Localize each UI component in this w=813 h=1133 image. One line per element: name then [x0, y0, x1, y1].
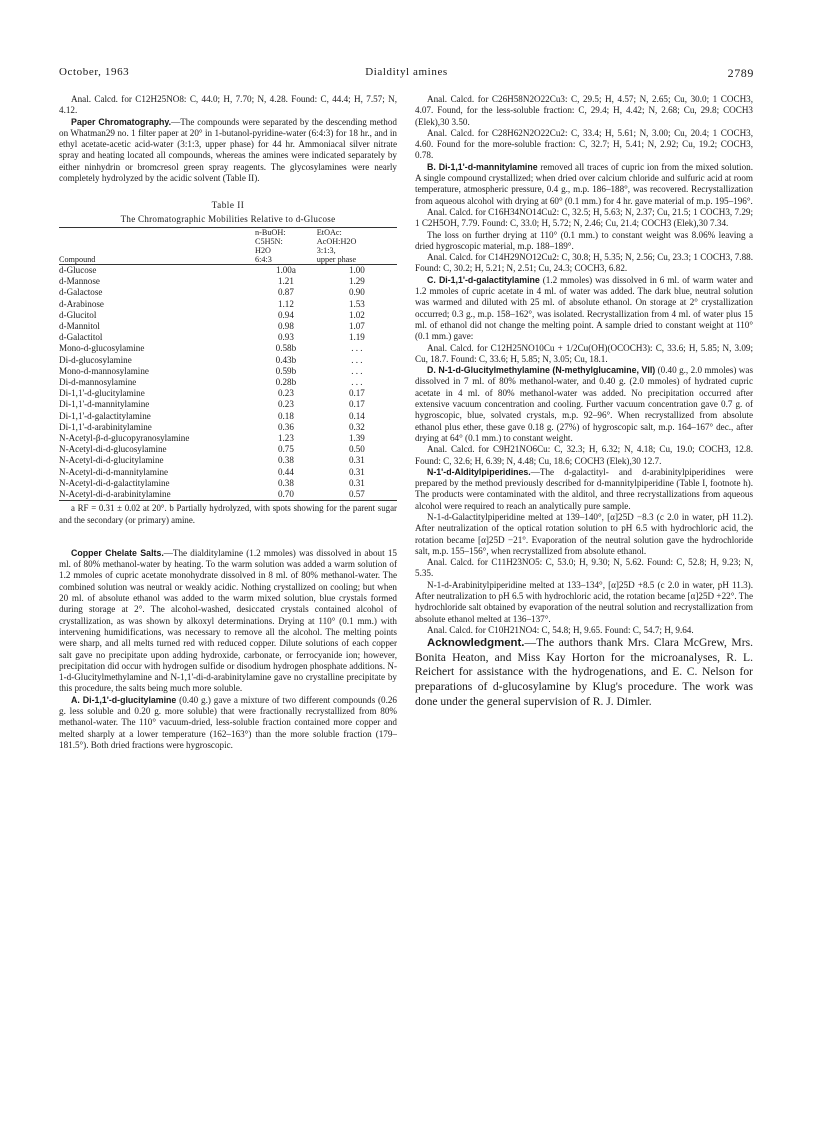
table-row	[59, 355, 397, 366]
analysis-paragraph: Anal. Calcd. for C11H23NO5: C, 53.0; H, 9.30; N, 5.62. Found: C, 52.8; H, 9.23; N, 5.35.	[415, 557, 753, 579]
compound-cell: Mono-d-glucosylamine	[59, 343, 145, 354]
butanol-rf-cell: 1.00a	[275, 264, 296, 275]
table-row	[59, 377, 397, 388]
acetate-rf-cell: 1.07	[348, 320, 365, 331]
acetate-rf-cell: 0.17	[348, 388, 365, 399]
section-heading: N-1'-d-Alditylpiperidines.	[427, 466, 531, 477]
paragraph-text: —The compounds were separated by the descending method on Whatman29 no. 1 filter paper at 20° in 1-butanol-pyridine-water (6:4:3) for 18 hr., and in ethyl acetate-acetic acid-water (3:1:3, upper phase) for 44 hr. Ammoniacal silver nitrate spray and heating located all compounds, whereas the amines were indicated separately by either ninhydrin or bromcresol green spray reagents. The glycosylamines were nearly completely hydrolyzed by the acidic solvent (Table II).	[59, 116, 397, 184]
table-row	[59, 332, 397, 343]
galactitylpiperidine-paragraph: N-1-d-Galactitylpiperidine melted at 139–140°, [α]25D −8.3 (c 2.0 in water, pH 11.2). After neutralization of the optical rotation solution to pH 6.5 with hydrochloric acid, the rotation became [α]25D −21°. Evaporation of the neutral solution gave the hydrochloride salt, m.p. 155–156°, when recrystallized from absolute ethanol.	[415, 511, 753, 556]
table-caption: Table II	[211, 200, 245, 211]
paragraph-text: removed all traces of cupric ion from the mixed solution. A single compound crystallized; when dried over calcium chloride and sulfuric acid at room temperature, atmospheric pressure, 0.4 g., m.p. 186–188°, was recovered. Recrystallization from aqueous alcohol with drying at 60° (0.1 mm.) for 4 hr. gave material of m.p. 195–196°.	[415, 161, 753, 206]
acetate-rf-cell: 0.14	[348, 410, 365, 421]
table-ii	[59, 200, 397, 525]
table-footnote: a RF = 0.31 ± 0.02 at 20°. b Partially hydrolyzed, with spots showing for the parent sugar and the secondary (or primary) amine.	[59, 503, 397, 525]
acetate-rf-cell: 0.50	[348, 444, 365, 455]
procedure-heading: B. Di-1,1'-d-mannitylamine	[427, 161, 538, 172]
compound-cell: d-Galactitol	[59, 332, 103, 343]
paragraph-text: (1.2 mmoles) was dissolved in 6 ml. of warm water and 1.2 mmoles of cupric acetate in 4 ml. of water was added. The dark blue, neutral solution was warmed and diluted with 25 ml. of absolute ethanol. On storage at 2° crystallization occurred; 0.3 g., m.p. 158–162°, was isolated. Recrystallization from 4 ml. of water plus 15 ml. of ethanol did not change the melting point. A sample dried to constant weight at 110° (0.1 mm.) gave:	[415, 274, 753, 342]
arabinitylpiperidine-paragraph: N-1-d-Arabinitylpiperidine melted at 133–134°, [α]25D +8.5 (c 2.0 in water, pH 11.3). After neutralization to pH 6.5 with hydrochloric acid, the rotation became [α]25D +22°. The hydrochloride salt obtained by evaporation of the neutral solution and recrystallization from absolute ethanol melted at 136–137°.	[415, 579, 753, 624]
butanol-rf-cell: 1.12	[277, 298, 294, 309]
butanol-rf-cell: 1.21	[277, 276, 294, 287]
butanol-rf-cell: 1.23	[277, 433, 294, 444]
acetate-rf-cell: 0.31	[348, 477, 365, 488]
paper-chromatography-paragraph	[59, 117, 397, 185]
col2-h2: 3:1:3,	[316, 245, 336, 255]
butanol-rf-cell: 0.59b	[275, 365, 297, 376]
compound-cell: N-Acetyl-di-d-glucitylamine	[59, 455, 164, 466]
compound-cell: Di-1,1'-d-galactitylamine	[59, 410, 151, 421]
paragraph-text: —The authors thank Mrs. Clara McGrew, Mrs. Bonita Heaton, and Miss Kay Horton for the microanalyses, R. L. Reichert for assistance with the hydrogenations, and E. C. Nelson for preparations of d-glucosylamine by Klug's procedure. The work was done under the general supervision of R. J. Dimler.	[415, 636, 753, 708]
col2-h1: AcOH:H2O	[316, 236, 357, 246]
compound-cell: d-Mannitol	[59, 320, 100, 331]
compound-cell: Di-1,1'-d-arabinitylamine	[59, 421, 152, 432]
compound-cell: N-Acetyl-di-d-glucosylamine	[59, 444, 167, 455]
col1-h2: H2O	[255, 245, 271, 255]
procedure-b-paragraph	[415, 162, 753, 207]
butanol-rf-cell: 0.70	[255, 489, 317, 501]
analysis-paragraph: Anal. Calcd. for C12H25NO10Cu + 1/2Cu(OH)(OCOCH3): C, 33.6; H, 5.85; N, 3.09; Cu, 18.7. Found: C, 33.6; H, 5.85; N, 3.05; Cu, 18.1.	[415, 342, 753, 364]
acetate-rf-cell: 0.31	[348, 455, 365, 466]
col1-h1: C5H5N:	[255, 236, 283, 246]
acetate-rf-cell: 0.31	[348, 466, 365, 477]
butanol-rf-cell: 0.18	[277, 410, 294, 421]
acetate-rf-cell: 1.53	[348, 298, 365, 309]
compound-cell: Di-d-mannosylamine	[59, 377, 137, 387]
table-row	[59, 489, 397, 501]
butanol-rf-cell: 0.36	[277, 421, 294, 432]
acetate-rf-cell: 0.32	[348, 421, 365, 432]
acetate-rf-cell: 1.39	[348, 433, 365, 444]
compound-cell: d-Galactose	[59, 287, 103, 298]
drying-paragraph: The loss on further drying at 110° (0.1 mm.) to constant weight was 8.06% leaving a dried hygroscopic material, m.p. 188–189°.	[415, 229, 753, 251]
col1-h0: n-BuOH:	[255, 227, 317, 237]
table-row	[59, 399, 397, 410]
acetate-rf-cell: 1.00	[348, 264, 365, 275]
compound-cell: N-Acetyl-di-d-galactitylamine	[59, 477, 170, 488]
acetate-rf-cell: 1.02	[348, 309, 365, 320]
page-number: 2789	[727, 66, 754, 80]
acetate-rf-cell: . . .	[351, 377, 363, 387]
table-row	[59, 411, 397, 422]
table-row	[59, 343, 397, 354]
paragraph-text: (0.40 g.) gave a mixture of two different compounds (0.26 g. less soluble and 0.20 g. more soluble) that were fractionally recrystallized from 80% methanol-water. The 110° vacuum-dried, less-soluble fraction contained more copper and melted sharply at a lower temperature (162–163°) than the more soluble fraction (179–181.5°). Both dried fractions were hygroscopic.	[59, 694, 397, 750]
compound-cell: d-Glucitol	[59, 309, 97, 320]
compound-cell: Di-d-glucosylamine	[59, 354, 132, 365]
acetate-rf-cell: . . .	[351, 343, 363, 354]
analysis-paragraph: Anal. Calcd. for C26H58N2O22Cu3: C, 29.5; H, 4.57; N, 2.65; Cu, 30.0; 1 COCH3, 4.07. Found, for the less-soluble fraction: C, 29.4; H, 4.42; N, 2.68; Cu, 29.8; COCH3 (Elek),30 3.50.	[415, 94, 753, 127]
acetate-rf-cell: . . .	[351, 354, 363, 365]
table-row	[59, 478, 397, 489]
mobility-table	[59, 227, 397, 501]
table-row	[59, 287, 397, 298]
procedure-heading: C. Di-1,1'-d-galactitylamine	[427, 274, 540, 285]
compound-cell: Mono-d-mannosylamine	[59, 365, 149, 376]
col2-h0: EtOAc:	[317, 227, 397, 237]
analysis-paragraph: Anal. Calcd. for C12H25NO8: C, 44.0; H, 7.70; N, 4.28. Found: C, 44.4; H, 7.57; N, 4.12.	[59, 94, 397, 116]
table-row	[59, 388, 397, 399]
header-date: October, 1963	[59, 66, 130, 78]
procedure-heading: D. N-1-d-Glucitylmethylamine (N-methylglucamine, VII)	[427, 365, 656, 376]
acetate-rf-cell: 1.29	[348, 276, 365, 287]
table-row	[59, 433, 397, 444]
butanol-rf-cell: 0.38	[277, 477, 294, 488]
butanol-rf-cell: 0.94	[277, 309, 294, 320]
compound-cell: Di-1,1'-d-glucitylamine	[59, 388, 145, 399]
procedure-heading: A. Di-1,1'-d-glucitylamine	[71, 694, 177, 705]
butanol-rf-cell: 0.23	[277, 399, 294, 410]
left-column	[59, 94, 397, 751]
compound-cell: d-Arabinose	[59, 298, 104, 309]
section-heading: Paper Chromatography.	[71, 116, 172, 127]
butanol-rf-cell: 0.98	[277, 320, 294, 331]
analysis-paragraph: Anal. Calcd. for C16H34NO14Cu2: C, 32.5; H, 5.63; N, 2.37; Cu, 21.5; 1 COCH3, 7.29; 1 C2H5OH, 7.79. Found: C, 33.0; H, 5.72; N, 2.46; Cu, 21.4; COCH3 (Elek),30 7.34.	[415, 206, 753, 229]
compound-cell: N-Acetyl-β-d-glucopyranosylamine	[59, 433, 190, 444]
butanol-rf-cell: 0.75	[277, 444, 294, 455]
butanol-rf-cell: 0.23	[277, 388, 294, 399]
col-compound-header: Compound	[59, 255, 255, 265]
acetate-rf-cell: 1.19	[348, 332, 365, 343]
piperidines-paragraph	[415, 467, 753, 512]
col2-h3: upper phase	[317, 255, 397, 265]
section-heading: Copper Chelate Salts.	[71, 547, 164, 558]
butanol-rf-cell: 0.43b	[275, 354, 297, 365]
paragraph-text: (0.40 g., 2.0 mmoles) was dissolved in 7 ml. of 80% methanol-water, and 0.40 g. (2.0 mmoles) of hydrated cupric acetate in 4 ml. of 80% methanol-water was added. No precipitation occurred after extensive vacuum concentration and cooling. Further vacuum concentration gave 0.7 g. of hygroscopic, blue, solvated crystals, m.p. 92–96°. When recrystallized from absolute ethanol plus ether, these gave 0.18 g. (27%) of hygroscopic salt, m.p. 164–167° dec., after drying at 64° (0.1 mm.) to constant weight.	[415, 365, 754, 443]
butanol-rf-cell: 0.87	[277, 287, 294, 298]
analysis-paragraph: Anal. Calcd. for C28H62N2O22Cu2: C, 33.4; H, 5.61; N, 3.00; Cu, 20.4; 1 COCH3, 4.60. Found for the more-soluble fraction: C, 32.7; H, 5.41; N, 2.92; Cu, 19.2; COCH3, 0.78.	[415, 127, 753, 161]
page-header	[59, 66, 754, 80]
procedure-d-paragraph	[415, 365, 753, 444]
table-row	[59, 467, 397, 478]
procedure-a-paragraph	[59, 695, 397, 751]
butanol-rf-cell: 0.38	[277, 455, 294, 466]
analysis-paragraph: Anal. Calcd. for C9H21NO6Cu: C, 32.3; H, 6.32; N, 4.18; Cu, 19.0; COCH3, 12.8. Found: C, 32.6; H, 6.39; N, 4.48; Cu, 18.6; COCH3 (Elek),30 12.7.	[415, 444, 753, 466]
compound-cell: N-Acetyl-di-d-mannitylamine	[59, 466, 169, 477]
paragraph-text: —The d-galactityl- and d-arabinitylpiperidines were prepared by the method previously described for d-mannitylpiperidine (Table I, footnote h). The products were contaminated with the alditol, and three recrystallizations from aqueous alcohol were required to reach an analytically pure sample.	[415, 466, 753, 511]
compound-cell: N-Acetyl-di-d-arabinitylamine	[59, 489, 255, 501]
procedure-c-paragraph	[415, 275, 753, 343]
table-row	[59, 422, 397, 433]
butanol-rf-cell: 0.58b	[275, 343, 297, 354]
acetate-rf-cell: 0.90	[348, 287, 365, 298]
table-row	[59, 444, 397, 455]
analysis-paragraph: Anal. Calcd. for C14H29NO12Cu2: C, 30.8; H, 5.35; N, 2.56; Cu, 23.3; 1 COCH3, 7.88. Found: C, 30.2; H, 5.21; N, 2.51; Cu, 24.3; COCH3, 6.82.	[415, 252, 753, 274]
header-running-title: Dialdityl amines	[365, 66, 448, 78]
table-row	[59, 276, 397, 287]
table-row	[59, 455, 397, 466]
col1-h3: 6:4:3	[255, 255, 317, 265]
analysis-paragraph: Anal. Calcd. for C10H21NO4: C, 54.8; H, 9.65. Found: C, 54.7; H, 9.64.	[427, 624, 694, 635]
compound-cell: Di-1,1'-d-mannitylamine	[59, 399, 150, 410]
table-row	[59, 310, 397, 321]
paragraph-text: —The dialditylamine (1.2 mmoles) was dissolved in about 15 ml. of 80% methanol-water by heating. To the warm solution was added a warm solution of 1.2 mmoles of cupric acetate monohydrate dissolved in 8 ml. of 80% methanol-water. The combined solution was neutral or weakly acidic. Nothing crystallized on cooling; but when 20 ml. of absolute ethanol was added to the warm mixed solution, blue crystals formed during storage at 2°. The alcohol-washed, desiccated crystals contained alcohol of crystallization, as was shown by alkoxyl determinations. Drying at 110° (0.1 mm.) with intervening humidifications, was necessary to remove all the alcohol. The melting points were sharp, and all melts turned red with reduced copper. Dilute solutions of each copper salt gave no precipitate upon adding hydroxide, carbonate, or ferrocyanide ion; however, precipitation did occur with hydrogen sulfide or disodium hydrogen phosphate additions. N-1-d-Glucitylmethylamine and N-1,1'-di-d-arabinitylamine gave no crystalline precipitate by this procedure, the salts being much more soluble.	[59, 547, 397, 694]
butanol-rf-cell: 0.93	[277, 332, 294, 343]
acetate-rf-cell: . . .	[351, 365, 363, 376]
butanol-rf-cell: 0.44	[277, 466, 294, 477]
butanol-rf-cell: 0.28b	[275, 377, 297, 387]
acetate-rf-cell: 0.57	[317, 489, 397, 501]
table-row	[59, 299, 397, 310]
table-row	[59, 264, 397, 276]
copper-chelate-paragraph	[59, 548, 397, 695]
compound-cell: d-Glucose	[59, 264, 97, 275]
acknowledgment-paragraph	[415, 636, 753, 709]
compound-cell: d-Mannose	[59, 276, 100, 287]
right-column	[415, 94, 753, 709]
table-row	[59, 366, 397, 377]
table-title: The Chromatographic Mobilities Relative to d-Glucose	[120, 213, 336, 224]
acknowledgment-heading: Acknowledgment.	[427, 637, 525, 650]
table-row	[59, 321, 397, 332]
acetate-rf-cell: 0.17	[348, 399, 365, 410]
